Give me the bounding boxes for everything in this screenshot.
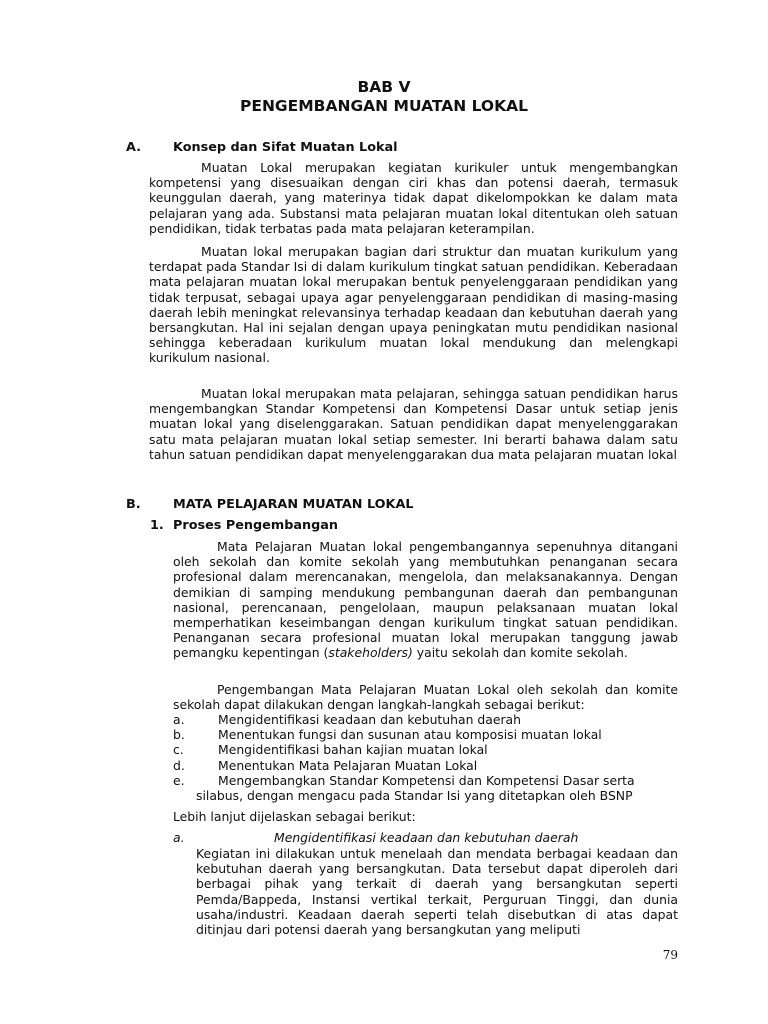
subitem-a-heading — [173, 830, 678, 845]
paragraph-text: yaitu sekolah dan komite sekolah. — [412, 645, 628, 661]
list-item — [173, 773, 683, 788]
paragraph-text: Mata Pelajaran Muatan lokal pengembangannya sepenuhnya ditangani oleh sekolah dan komite sekolah yang membutuhkan penanganan secara profesional dalam merencanakan, mengelola, dan melaksanakannya. Dengan demikian di samping mendukung pembangunan daerah dan pembangunan nasional, perencanaan, pengelolaan, maupun pelaksanaan muatan lokal memperhatikan keseimbangan dengan kurikulum tingkat satuan pendidikan. Penanganan secara profesional muatan lokal merupakan tanggung jawab pemangku kepentingan ( — [173, 539, 678, 661]
section-a-paragraph-2: Muatan lokal merupakan bagian dari struktur dan muatan kurikulum yang terdapat pada Standar Isi di dalam kurikulum tingkat satuan pendidikan. Keberadaan mata pelajaran muatan lokal merupakan bentuk penyelenggaraan pendidikan yang tidak terpusat, sebagai upaya agar penyelenggaraan pendidikan di masing-masing daerah lebih meningkat relevansinya terhadap keadaan dan kebutuhan daerah yang bersangkutan. Hal ini sejalan dengan upaya peningkatan mutu pendidikan nasional sehingga keberadaan kurikulum muatan lokal mendukung dan melengkapi kurikulum nasional. — [149, 244, 678, 366]
subsection-1-title: Proses Pengembangan — [173, 518, 339, 533]
list-marker: a. — [173, 712, 185, 727]
section-a-paragraph-1: Muatan Lokal merupakan kegiatan kurikuler untuk mengembangkan kompetensi yang disesuaikan dengan ciri khas dan potensi daerah, termasuk keunggulan daerah, yang materinya tidak dapat dikelompokkan ke dalam mata pelajaran yang ada. Substansi mata pelajaran muatan lokal ditentukan oleh satuan pendidikan, tidak terbatas pada mata pelajaran keterampilan. — [149, 160, 678, 236]
section-a-title: Konsep dan Sifat Muatan Lokal — [173, 140, 398, 155]
page-number: 79 — [662, 948, 678, 962]
section-a-paragraph-3: Muatan lokal merupakan mata pelajaran, sehingga satuan pendidikan harus mengembangkan Standar Kompetensi dan Kompetensi Dasar untuk setiap jenis muatan lokal yang diselenggarakan. Satuan pendidikan dapat menyelenggarakan satu mata pelajaran muatan lokal setiap semester. Ini berarti bahawa dalam satu tahun satuan pendidikan dapat menyelenggarakan dua mata pelajaran muatan lokal — [149, 386, 678, 462]
chapter-title: PENGEMBANGAN MUATAN LOKAL — [240, 97, 528, 115]
list-item — [173, 712, 683, 727]
section-a-label: A. — [126, 140, 142, 155]
list-item-text: Menentukan Mata Pelajaran Muatan Lokal — [218, 757, 478, 773]
further-explanation-line: Lebih lanjut dijelaskan sebagai berikut: — [173, 809, 416, 824]
steps-list — [173, 712, 683, 803]
list-item-text: Mengidentifikasi bahan kajian muatan lokal — [218, 742, 488, 758]
subitem-a-title: Mengidentifikasi keadaan dan kebutuhan daerah — [274, 830, 579, 845]
list-item — [173, 758, 683, 773]
subitem-a-marker: a. — [173, 830, 185, 845]
section-a-heading — [126, 140, 526, 156]
subitem-a-paragraph: Kegiatan ini dilakukan untuk menelaah dan mendata berbagai keadaan dan kebutuhan daerah yang bersangkutan. Data tersebut dapat diperoleh dari berbagai pihak yang terkait di daerah yang bersangkutan seperti Pemda/Bappeda, Instansi vertikal terkait, Perguruan Tinggi, dan dunia usaha/industri. Keadaan daerah seperti telah disebutkan di atas dapat ditinjau dari potensi daerah yang bersangkutan yang meliputi — [196, 846, 678, 938]
list-marker: c. — [173, 742, 184, 758]
subsection-1-label: 1. — [150, 518, 164, 533]
list-item-text: silabus, dengan mengacu pada Standar Isi yang ditetapkan oleh BSNP — [196, 788, 633, 804]
section-b-label: B. — [126, 497, 141, 512]
list-item-text: Menentukan fungsi dan susunan atau komposisi muatan lokal — [218, 727, 602, 743]
list-item-text: Mengidentifikasi keadaan dan kebutuhan daerah — [218, 712, 521, 727]
list-item-continuation — [173, 788, 683, 803]
list-marker: e. — [173, 772, 185, 788]
stakeholders-term: stakeholders) — [328, 645, 413, 661]
list-item — [173, 742, 683, 757]
subsection-1-paragraph-2: Pengembangan Mata Pelajaran Muatan Lokal oleh sekolah dan komite sekolah dapat dilakukan dengan langkah-langkah sebagai berikut: — [173, 682, 678, 713]
subsection-1-heading — [150, 518, 450, 534]
chapter-number: BAB V — [357, 78, 411, 96]
section-b-heading — [126, 497, 526, 513]
list-item — [173, 727, 683, 742]
subsection-1-paragraph-1 — [173, 539, 678, 661]
list-marker: b. — [173, 727, 185, 743]
list-item-text: Mengembangkan Standar Kompetensi dan Kompetensi Dasar serta — [218, 772, 635, 788]
list-marker: d. — [173, 757, 185, 773]
section-b-title: MATA PELAJARAN MUATAN LOKAL — [173, 497, 414, 512]
